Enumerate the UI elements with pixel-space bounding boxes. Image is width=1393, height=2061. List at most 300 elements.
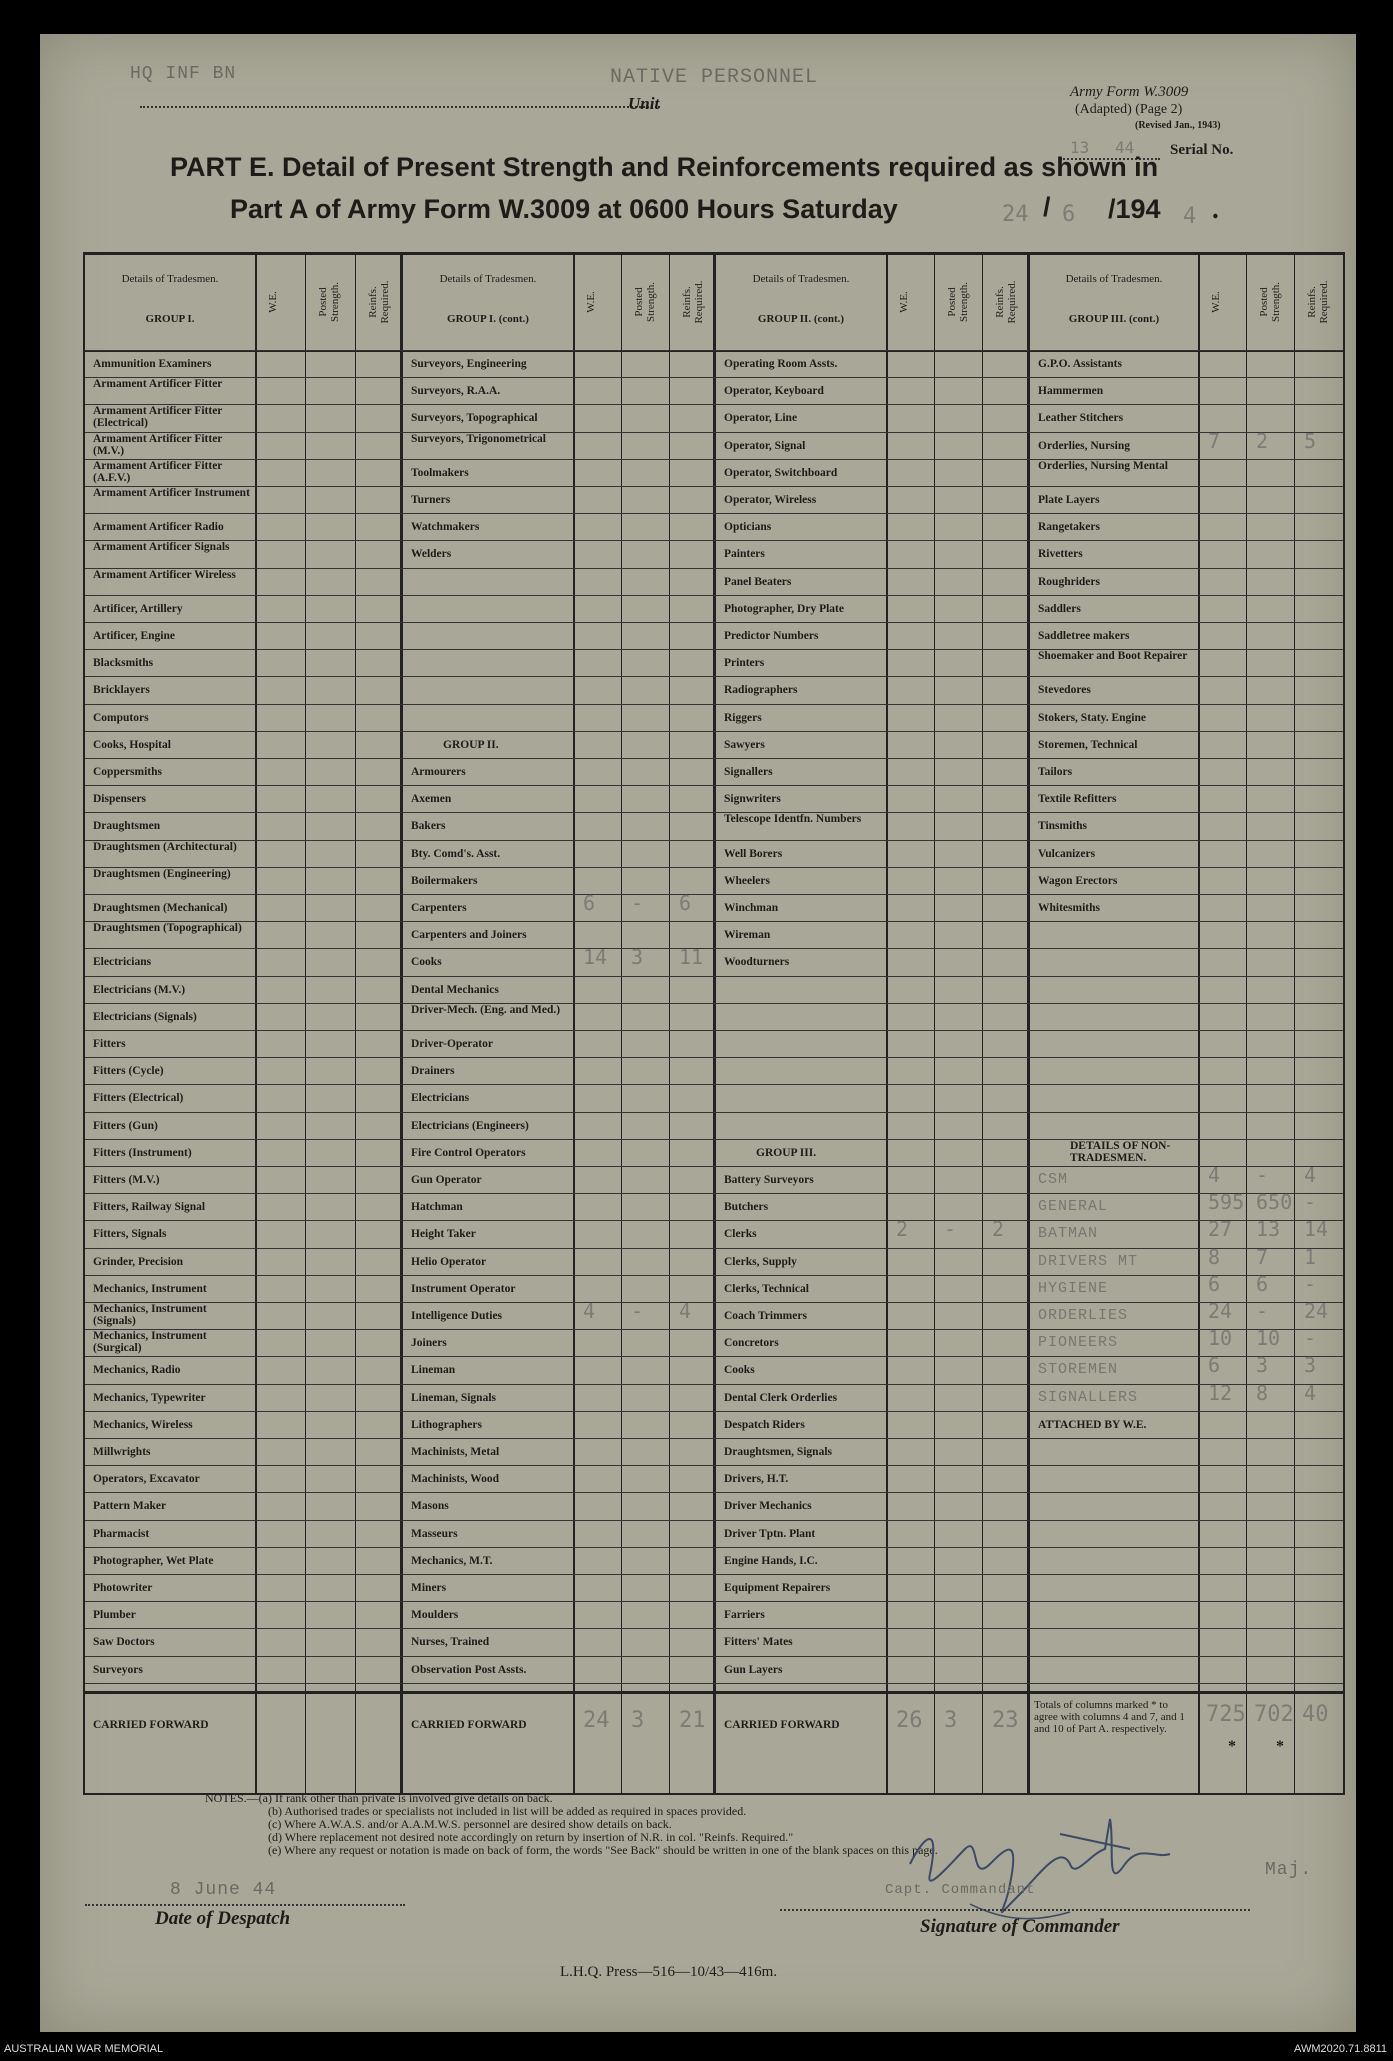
- row-rule: [85, 350, 1343, 351]
- trade-label: Draughtsmen (Mechanical): [93, 902, 228, 914]
- trade-label: Gun Layers: [724, 1663, 783, 1676]
- trade-label: Moulders: [411, 1609, 459, 1622]
- trade-label: Operator, Switchboard: [724, 466, 838, 479]
- trade-label: Coppersmiths: [93, 766, 163, 778]
- row-rule: [85, 894, 1343, 895]
- trade-label: Carpenters: [411, 902, 467, 914]
- row-rule: [85, 1683, 1343, 1684]
- trade-label: Mechanics, Typewriter: [93, 1391, 206, 1404]
- value-cell: 12: [1208, 1380, 1233, 1405]
- trade-label: Signallers: [724, 766, 773, 778]
- row-rule: [85, 1520, 1343, 1521]
- trade-label: Turners: [411, 494, 451, 506]
- col-header-we: W.E.: [267, 291, 279, 313]
- form-adapted: (Adapted) (Page 2): [1075, 102, 1183, 117]
- row-rule: [85, 1030, 1343, 1031]
- form-name: Army Form W.3009: [1070, 84, 1189, 100]
- trade-label: Cooks: [411, 956, 442, 969]
- trade-label: Intelligence Duties: [411, 1310, 503, 1322]
- row-rule: [85, 404, 1343, 405]
- trade-label: Draughtsmen (Topographical): [93, 922, 242, 935]
- trade-label: Signwriters: [724, 793, 781, 806]
- trade-label: Computors: [93, 711, 149, 724]
- value-cell: -: [1304, 1190, 1317, 1215]
- title-line-2: Part A of Army Form W.3009 at 0600 Hours Saturday: [230, 194, 898, 224]
- totals-note: Totals of columns marked * to agree with columns 4 and 7, and 1 and 10 of Part A. respectively.: [1034, 1698, 1185, 1735]
- trade-label: GENERAL: [1038, 1198, 1109, 1216]
- col-header-we: W.E.: [1210, 291, 1222, 313]
- value-cell: 24: [1304, 1299, 1329, 1323]
- trade-label: HYGIENE: [1038, 1279, 1109, 1297]
- trade-label: Leather Stitchers: [1038, 412, 1124, 425]
- row-rule: [85, 1438, 1343, 1439]
- carried-value: 3: [631, 1707, 645, 1733]
- trade-label: Miners: [411, 1582, 447, 1594]
- row-rule: [85, 513, 1343, 514]
- row-rule: [85, 1248, 1343, 1249]
- trade-label: Draughtsmen: [93, 820, 161, 833]
- row-rule: [85, 1220, 1343, 1221]
- row-rule: [85, 758, 1343, 759]
- trade-label: Electricians: [93, 956, 152, 969]
- group-header: GROUP II. (cont.): [757, 313, 845, 325]
- group-header: GROUP III. (cont.): [1068, 313, 1160, 325]
- unit-dotted-line: [140, 106, 660, 108]
- trade-label: Roughriders: [1038, 575, 1100, 588]
- row-rule: [85, 1492, 1343, 1493]
- col-header-posted: Posted Strength.: [1258, 281, 1282, 323]
- value-cell: 13: [1256, 1217, 1281, 1242]
- row-rule: [85, 676, 1343, 677]
- trade-label: Saddletree makers: [1038, 630, 1130, 642]
- col-header-reinfs: Reinfs. Required.: [994, 280, 1018, 324]
- value-cell: 4: [1208, 1163, 1221, 1187]
- trade-label: Armament Artificer Fitter: [93, 378, 223, 391]
- trade-label: Predictor Numbers: [724, 630, 819, 642]
- signature-rank: Maj.: [1265, 1860, 1313, 1880]
- row-rule: [85, 1628, 1343, 1629]
- trade-label: Dental Mechanics: [411, 983, 499, 996]
- group-title: GROUP III.: [756, 1146, 817, 1159]
- value-cell: 7: [1256, 1244, 1269, 1269]
- trade-label: Drainers: [411, 1065, 455, 1078]
- serial-typed: 13: [1070, 138, 1090, 157]
- carried-total: 40: [1302, 1701, 1329, 1727]
- value-cell: 6: [583, 891, 596, 915]
- trade-label: Armament Artificer Radio: [93, 521, 224, 534]
- trade-label: Ammunition Examiners: [93, 358, 212, 370]
- trade-label: Machinists, Wood: [411, 1473, 499, 1486]
- trade-label: Coach Trimmers: [724, 1310, 807, 1322]
- row-rule: [85, 731, 1343, 732]
- row-rule: [85, 704, 1343, 705]
- trade-label: Draughtsmen (Engineering): [93, 867, 231, 880]
- trade-label: Rangetakers: [1038, 521, 1100, 534]
- note-line: (e) Where any request or notation is made on back of form, the words "See Back" should be written in one of the blank spaces on this page.: [268, 1843, 938, 1857]
- trade-label: Shoemaker and Boot Repairer: [1038, 650, 1188, 663]
- value-cell: 3: [631, 945, 644, 970]
- trade-label: Artificer, Engine: [93, 630, 175, 642]
- trade-label: Fitters: [93, 1038, 126, 1050]
- col-header-we: W.E.: [585, 291, 597, 313]
- trade-label: PIONEERS: [1038, 1334, 1119, 1352]
- trade-label: Winchman: [724, 902, 779, 914]
- trade-label: Cooks: [724, 1364, 755, 1377]
- despatch-date-typed: 8 June 44: [170, 1880, 277, 1900]
- row-rule: [85, 377, 1343, 378]
- credit-left: AUSTRALIAN WAR MEMORIAL: [4, 2043, 164, 2055]
- row-rule: [85, 921, 1343, 922]
- trade-label: Fitters (Cycle): [93, 1065, 164, 1078]
- trade-label: Well Borers: [724, 847, 783, 860]
- row-rule: [85, 840, 1343, 841]
- details-header: Details of Tradesmen.: [1065, 273, 1163, 285]
- row-rule: [85, 948, 1343, 949]
- trade-label: Mechanics, Instrument: [93, 1282, 207, 1295]
- trade-label: Machinists, Metal: [411, 1446, 500, 1458]
- row-rule: [85, 1656, 1343, 1657]
- trade-label: Surveyors: [93, 1663, 143, 1676]
- row-rule: [85, 1084, 1343, 1085]
- trade-label: Masseurs: [411, 1527, 458, 1540]
- trade-label: Toolmakers: [411, 466, 469, 479]
- trade-label: Gun Operator: [411, 1174, 482, 1186]
- value-cell: 2: [896, 1217, 909, 1242]
- trade-label: Saddlers: [1038, 602, 1081, 615]
- trade-label: Joiners: [411, 1337, 447, 1350]
- trade-label: Lineman, Signals: [411, 1391, 496, 1404]
- value-cell: 14: [1304, 1217, 1329, 1242]
- trade-label: Welders: [411, 548, 452, 561]
- trade-label: Sawyers: [724, 738, 765, 751]
- unit-prefix-typed: HQ INF BN: [130, 64, 237, 84]
- signature-typed: Capt. Commandant: [885, 1882, 1036, 1898]
- row-rule: [85, 867, 1343, 868]
- trade-label: Mechanics, Instrument (Surgical): [93, 1330, 207, 1355]
- trade-label: Mechanics, Wireless: [93, 1418, 193, 1431]
- trade-label: Clerks, Technical: [724, 1282, 809, 1295]
- row-rule: [85, 1193, 1343, 1194]
- value-cell: 10: [1208, 1326, 1233, 1351]
- trade-label: Armament Artificer Fitter (A.F.V.): [93, 459, 223, 484]
- value-cell: 8: [1256, 1380, 1269, 1405]
- trade-label: Operating Room Assts.: [724, 358, 838, 370]
- trade-label: Plumber: [93, 1609, 136, 1622]
- value-cell: 650: [1256, 1190, 1293, 1215]
- group-header: GROUP I.: [145, 313, 195, 325]
- note-line: (c) Where A.W.A.S. and/or A.A.M.W.S. personnel are desired show details on back.: [268, 1817, 672, 1831]
- trade-label: Armament Artificer Instrument: [93, 487, 250, 499]
- carried-value: 24: [583, 1707, 610, 1733]
- trade-label: ATTACHED BY W.E.: [1038, 1418, 1147, 1431]
- trade-label: Mechanics, M.T.: [411, 1554, 493, 1567]
- value-cell: 6: [1208, 1353, 1221, 1378]
- row-rule: [85, 568, 1343, 569]
- carried-rule: [85, 1691, 1343, 1694]
- trade-label: Lithographers: [411, 1418, 482, 1431]
- value-cell: -: [1256, 1163, 1269, 1187]
- trade-label: Fitters' Mates: [724, 1636, 793, 1649]
- trade-label: Tailors: [1038, 766, 1073, 778]
- details-header: Details of Tradesmen.: [752, 273, 850, 285]
- value-cell: 24: [1208, 1299, 1233, 1323]
- trade-label: Lineman: [411, 1364, 456, 1377]
- row-rule: [85, 1601, 1343, 1602]
- trade-label: Fire Control Operators: [411, 1146, 526, 1159]
- row-rule: [85, 1275, 1343, 1276]
- row-rule: [85, 1547, 1343, 1548]
- trade-label: Despatch Riders: [724, 1418, 805, 1431]
- trade-label: Instrument Operator: [411, 1282, 516, 1295]
- trade-label: Blacksmiths: [93, 657, 154, 670]
- carried-forward-label: CARRIED FORWARD: [724, 1718, 840, 1731]
- trade-label: Hatchman: [411, 1201, 463, 1214]
- trade-label: BATMAN: [1038, 1225, 1099, 1243]
- row-rule: [85, 622, 1343, 623]
- value-cell: 4: [1304, 1380, 1317, 1405]
- trade-label: Farriers: [724, 1609, 765, 1622]
- note-line: (d) Where replacement not desired note accordingly on return by insertion of N.R. in col. "Reinfs. Required.": [268, 1830, 794, 1844]
- signature-handwritten: [870, 1804, 1250, 1934]
- value-cell: 8: [1208, 1244, 1221, 1269]
- notes-block: [205, 1792, 938, 1857]
- trade-label: Saw Doctors: [93, 1636, 155, 1649]
- trade-label: Pattern Maker: [93, 1500, 167, 1513]
- trade-label: Bakers: [411, 820, 446, 833]
- trade-label: Fitters (M.V.): [93, 1174, 160, 1186]
- trade-label: Mechanics, Radio: [93, 1364, 181, 1377]
- carried-forward-label: CARRIED FORWARD: [93, 1718, 209, 1731]
- note-line: (b) Authorised trades or specialists not included in list will be added as required in spaces provided.: [268, 1804, 747, 1818]
- trade-label: Draughtsmen (Architectural): [93, 840, 237, 853]
- date-day: 24: [1002, 202, 1029, 227]
- serial-label: Serial No.: [1170, 142, 1234, 158]
- details-header: Details of Tradesmen.: [439, 273, 537, 285]
- value-cell: -: [631, 1299, 644, 1323]
- trade-label: Bty. Comd's. Asst.: [411, 847, 501, 860]
- trade-label: Cooks, Hospital: [93, 738, 171, 751]
- col-header-posted: Posted Strength.: [317, 281, 341, 323]
- trade-label: Orderlies, Nursing Mental: [1038, 459, 1168, 472]
- trade-label: Carpenters and Joiners: [411, 929, 527, 942]
- trade-label: Surveyors, Topographical: [411, 412, 538, 425]
- trade-label: Opticians: [724, 521, 772, 534]
- trade-label: Fitters (Gun): [93, 1119, 158, 1132]
- trade-label: Concretors: [724, 1337, 779, 1350]
- trade-label: Butchers: [724, 1201, 769, 1214]
- trade-label: G.P.O. Assistants: [1038, 358, 1122, 370]
- year-suffix: 4: [1183, 204, 1197, 229]
- value-cell: 5: [1304, 428, 1317, 453]
- trade-label: Stevedores: [1038, 684, 1091, 697]
- col-header-reinfs: Reinfs. Required.: [681, 280, 705, 324]
- trade-label: Panel Beaters: [724, 575, 792, 588]
- signature-label: Signature of Commander: [920, 1916, 1120, 1937]
- trade-label: CSM: [1038, 1171, 1069, 1188]
- date-slash: /: [1043, 192, 1051, 222]
- row-rule: [85, 595, 1343, 596]
- trade-label: Surveyors, R.A.A.: [411, 385, 501, 398]
- row-rule: [85, 432, 1343, 433]
- value-cell: 6: [1256, 1271, 1269, 1296]
- carried-total: 725: [1206, 1701, 1246, 1727]
- trade-label: STOREMEN: [1038, 1361, 1119, 1379]
- trade-label: Armament Artificer Signals: [93, 541, 230, 554]
- trade-label: Watchmakers: [411, 521, 480, 534]
- trade-label: Armament Artificer Fitter (Electrical): [93, 405, 223, 430]
- value-cell: 14: [583, 945, 608, 970]
- carried-value: 23: [992, 1707, 1019, 1733]
- trade-label: Vulcanizers: [1038, 847, 1096, 860]
- trade-label: Grinder, Precision: [93, 1255, 184, 1268]
- trade-label: Painters: [724, 548, 765, 561]
- carried-value: 3: [944, 1707, 958, 1733]
- trade-label: Electricians: [411, 1092, 470, 1105]
- trade-label: Operators, Excavator: [93, 1473, 200, 1486]
- value-cell: 4: [679, 1299, 692, 1323]
- trade-label: Photographer, Wet Plate: [93, 1554, 214, 1567]
- trade-label: Axemen: [411, 793, 452, 806]
- trade-label: Riggers: [724, 711, 762, 724]
- row-rule: [85, 1329, 1343, 1330]
- trade-label: Electricians (Signals): [93, 1010, 197, 1023]
- trade-label: Driver-Operator: [411, 1038, 493, 1050]
- value-cell: 4: [583, 1299, 596, 1323]
- trade-label: Engine Hands, I.C.: [724, 1554, 818, 1567]
- trade-label: Orderlies, Nursing: [1038, 439, 1130, 452]
- value-cell: 27: [1208, 1217, 1233, 1242]
- form-revised: (Revised Jan., 1943): [1135, 120, 1221, 131]
- title-period: .: [1212, 194, 1219, 224]
- trade-label: Storemen, Technical: [1038, 738, 1138, 751]
- trade-label: ORDERLIES: [1038, 1307, 1129, 1324]
- trade-label: Dispensers: [93, 793, 147, 806]
- value-cell: 6: [1208, 1271, 1221, 1296]
- group-header: GROUP I. (cont.): [447, 313, 529, 325]
- trade-label: Surveyors, Trigonometrical: [411, 432, 546, 445]
- trade-label: Wagon Erectors: [1038, 874, 1118, 887]
- trade-label: Stokers, Staty. Engine: [1038, 711, 1146, 724]
- value-cell: 1: [1304, 1244, 1317, 1269]
- col-header-reinfs: Reinfs. Required.: [367, 280, 391, 324]
- strength-table: [83, 252, 1345, 1795]
- credit-right: AWM2020.71.8811: [1294, 2043, 1387, 2055]
- details-header: Details of Tradesmen.: [121, 273, 219, 285]
- trade-label: Telescope Identfn. Numbers: [724, 813, 862, 826]
- row-rule: [85, 486, 1343, 487]
- row-rule: [85, 1574, 1343, 1575]
- value-cell: 11: [679, 945, 704, 970]
- trade-label: Radiographers: [724, 684, 798, 697]
- trade-label: Driver Tptn. Plant: [724, 1527, 816, 1540]
- trade-label: DRIVERS MT: [1038, 1252, 1139, 1270]
- trade-label: Wireman: [724, 929, 771, 942]
- trade-label: Armourers: [411, 766, 466, 778]
- row-rule: [85, 1356, 1343, 1357]
- value-cell: -: [1304, 1326, 1317, 1351]
- trade-label: Textile Refitters: [1038, 793, 1117, 806]
- value-cell: -: [631, 891, 644, 915]
- trade-label: Operator, Signal: [724, 439, 806, 452]
- carried-value: 21: [679, 1707, 706, 1733]
- row-rule: [85, 1057, 1343, 1058]
- despatch-label: Date of Despatch: [155, 1908, 291, 1929]
- trade-label: Driver Mechanics: [724, 1500, 812, 1513]
- trade-label: Height Taker: [411, 1228, 476, 1241]
- trade-label: Photographer, Dry Plate: [724, 602, 844, 615]
- trade-label: Rivetters: [1038, 548, 1083, 561]
- form-page: [40, 34, 1356, 2032]
- col-header-posted: Posted Strength.: [633, 281, 657, 323]
- trade-label: Photowriter: [93, 1582, 153, 1594]
- trade-label: Battery Surveyors: [724, 1174, 814, 1186]
- trade-label: Draughtsmen, Signals: [724, 1446, 832, 1458]
- signature-line: [780, 1909, 1250, 1911]
- trade-label: Millwrights: [93, 1446, 151, 1458]
- date-month: 6: [1062, 202, 1076, 227]
- value-cell: 10: [1256, 1326, 1281, 1351]
- trade-label: Electricians (M.V.): [93, 983, 186, 996]
- row-rule: [85, 1302, 1343, 1303]
- trade-label: Woodturners: [724, 956, 790, 969]
- trade-label: Electricians (Engineers): [411, 1119, 529, 1132]
- col-header-we: W.E.: [898, 291, 910, 313]
- trade-label: Clerks: [724, 1228, 757, 1241]
- row-rule: [85, 1003, 1343, 1004]
- trade-label: Printers: [724, 657, 765, 670]
- trade-label: Fitters, Signals: [93, 1228, 167, 1241]
- trade-label: Whitesmiths: [1038, 902, 1100, 914]
- trade-label: Operator, Line: [724, 412, 798, 425]
- trade-label: Boilermakers: [411, 874, 478, 887]
- value-cell: 7: [1208, 428, 1221, 453]
- trade-label: Dental Clerk Orderlies: [724, 1391, 838, 1404]
- value-cell: 595: [1208, 1190, 1245, 1215]
- row-rule: [85, 785, 1343, 786]
- row-rule: [85, 1166, 1343, 1167]
- trade-label: Clerks, Supply: [724, 1255, 797, 1268]
- trade-label: Bricklayers: [93, 684, 150, 697]
- trade-label: Operator, Wireless: [724, 494, 817, 506]
- row-rule: [85, 540, 1343, 541]
- trade-label: Masons: [411, 1500, 449, 1513]
- unit-label: Unit: [628, 94, 660, 113]
- group-title: DETAILS OF NON-TRADESMEN.: [1070, 1139, 1171, 1164]
- trade-label: Surveyors, Engineering: [411, 358, 527, 370]
- trade-label: Fitters (Electrical): [93, 1092, 184, 1105]
- unit-typed: NATIVE PERSONNEL: [610, 66, 819, 89]
- trade-label: Mechanics, Instrument (Signals): [93, 1303, 207, 1327]
- value-cell: 2: [1256, 428, 1269, 453]
- title-line-1: PART E. Detail of Present Strength and Reinforcements required as shown in: [170, 152, 1159, 182]
- trade-label: Pharmacist: [93, 1527, 150, 1540]
- trade-label: Helio Operator: [411, 1255, 487, 1268]
- trade-label: Plate Layers: [1038, 494, 1100, 506]
- value-cell: 3: [1256, 1353, 1269, 1378]
- press-mark: L.H.Q. Press—516—10/43—416m.: [560, 1964, 778, 1980]
- trade-label: Driver-Mech. (Eng. and Med.): [411, 1003, 561, 1016]
- trade-label: Observation Post Assts.: [411, 1663, 527, 1676]
- trade-label: SIGNALLERS: [1038, 1388, 1139, 1406]
- carried-value: 26: [896, 1707, 923, 1733]
- trade-label: Armament Artificer Wireless: [93, 568, 236, 581]
- trade-label: Operator, Keyboard: [724, 385, 824, 398]
- row-rule: [85, 1411, 1343, 1412]
- trade-label: Wheelers: [724, 874, 770, 887]
- serial-typed-year: 44: [1115, 138, 1135, 157]
- col-header-reinfs: Reinfs. Required.: [1306, 280, 1330, 324]
- value-cell: -: [944, 1217, 957, 1242]
